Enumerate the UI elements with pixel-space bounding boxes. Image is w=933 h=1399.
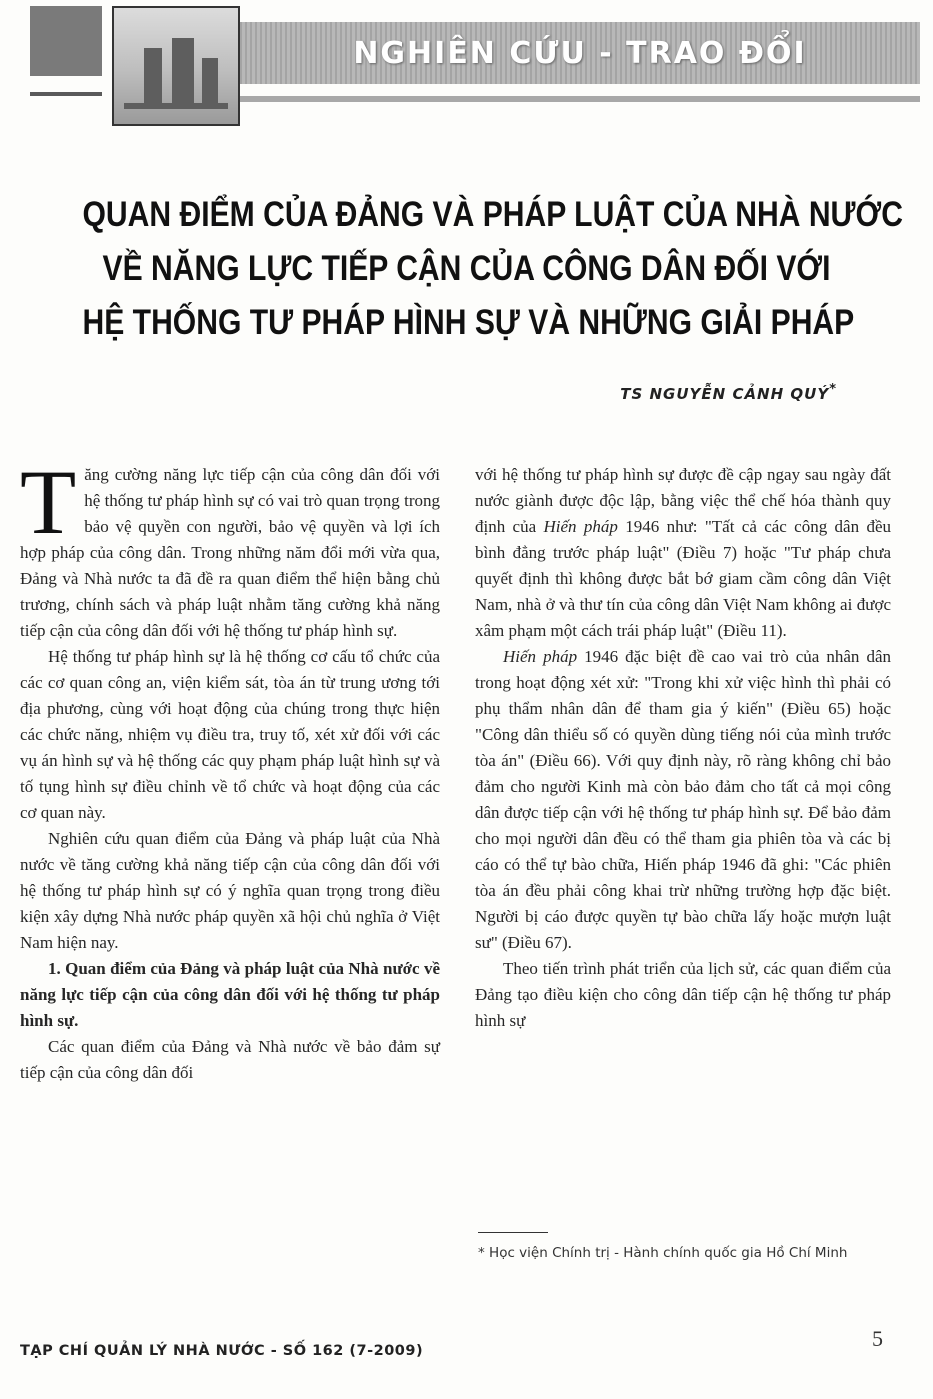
title-line-1: QUAN ĐIỂM CỦA ĐẢNG VÀ PHÁP LUẬT CỦA NHÀ NƯỚC (82, 195, 903, 234)
emphasis: Hiến pháp (543, 517, 618, 536)
emphasis: Hiến pháp (503, 647, 578, 666)
paragraph-intro-text: ăng cường năng lực tiếp cận của công dân đối với hệ thống tư pháp hình sự có vai trò quan trọng trong bảo vệ quyền con người, bảo vệ quyền và lợi ích hợp pháp của công dân. Trong những năm đổi mới vừa qua, Đảng và Nhà nước ta đã đề ra quan điểm thể hiện bằng chủ trương, chính sách và pháp luật nhằm tăng cường khả năng tiếp cận của công dân đối với hệ thống tư pháp hình sự. (20, 465, 440, 640)
section-label: NGHIÊN CỨU - TRAO ĐỔI (353, 35, 807, 71)
header-dark-block (30, 6, 102, 76)
section-heading: 1. Quan điểm của Đảng và pháp luật của Nhà nước về năng lực tiếp cận của công dân đối với hệ thống tư pháp hình sự. (20, 959, 440, 1030)
paragraph: Theo tiến trình phát triển của lịch sử, các quan điểm của Đảng tạo điều kiện cho công dân tiếp cận hệ thống tư pháp hình sự (475, 959, 891, 1030)
footnote (478, 1240, 898, 1266)
section-banner (240, 22, 920, 84)
header-rule-left (30, 92, 102, 96)
drop-cap: T (20, 451, 77, 553)
left-column (20, 451, 440, 1086)
footnote-rule (478, 1232, 548, 1233)
paragraph (475, 644, 891, 956)
page-number: 5 (872, 1326, 883, 1351)
journal-footer: TẠP CHÍ QUẢN LÝ NHÀ NƯỚC - SỐ 162 (7-2009) (20, 1343, 424, 1359)
author-footnote-mark: * (829, 382, 837, 397)
author-name: TS NGUYỄN CẢNH QUÝ (620, 385, 830, 403)
text-run: với hệ thống tư pháp hình sự được đề cập ngay sau ngày đất nước giành được độc lập, bằng việc thể chế hóa thành quy định của (475, 465, 891, 536)
author-byline (620, 382, 837, 403)
header-rule-right (240, 96, 920, 102)
title-line-3: HỆ THỐNG TƯ PHÁP HÌNH SỰ VÀ NHỮNG GIẢI PHÁP (82, 303, 855, 342)
text-run: 1946 đặc biệt đề cao vai trò của nhân dân trong hoạt động xét xử: "Trong khi xử việc hình thì phải có phụ thẩm nhân dân để tham gia ý kiến" (Điều 65) hoặc "Công dân thiểu số có quyền dùng tiếng nói của mình trước tòa án" (Điều 66). Với quy định này, rõ ràng không chỉ bảo đảm cho người Kinh mà còn bảo đảm cho tất cả mọi công dân được tiếp cận với hệ thống tư pháp hình sự. Để bảo đảm cho mọi người dân đều có thể tham gia phiên tòa và các bị cáo có thể tự bào chữa, Hiến pháp 1946 đã ghi: "Các phiên tòa án đều phải công khai trừ những trường hợp đặc biệt. Người bị cáo được quyền tự bào chữa lấy hoặc mượn luật sư" (Điều 67). (475, 647, 892, 952)
header-photo (112, 6, 240, 126)
footnote-mark: * (478, 1245, 485, 1261)
article-title (82, 188, 903, 350)
text-run: 1946 như: "Tất cả các công dân đều bình đẳng trước pháp luật" (Điều 7) hoặc "Tư pháp chưa quyết định thì không được bắt bớ giam cầm công dân Việt Nam, nhà ở và thư tín của công dân Việt Nam không ai được xâm phạm một cách trái pháp luật" (Điều 11). (475, 517, 891, 640)
paragraph: Các quan điểm của Đảng và Nhà nước về bảo đảm sự tiếp cận của công dân đối (20, 1037, 440, 1082)
footnote-text: Học viện Chính trị - Hành chính quốc gia Hồ Chí Minh (489, 1245, 848, 1261)
paragraph-intro (20, 451, 440, 644)
title-line-2: VỀ NĂNG LỰC TIẾP CẬN CỦA CÔNG DÂN ĐỐI VỚI (102, 249, 831, 288)
paragraph: Nghiên cứu quan điểm của Đảng và pháp luật của Nhà nước về tăng cường khả năng tiếp cận của công dân đối với hệ thống tư pháp hình sự có ý nghĩa quan trọng trong điều kiện xây dựng Nhà nước pháp quyền xã hội chủ nghĩa ở Việt Nam hiện nay. (20, 829, 440, 952)
paragraph (475, 462, 891, 644)
right-column (475, 462, 891, 1034)
paragraph: Hệ thống tư pháp hình sự là hệ thống cơ cấu tổ chức của các cơ quan công an, viện kiểm sát, tòa án từ trung ương tới địa phương, cùng với hoạt động của chúng trong thực hiện các chức năng, nhiệm vụ điều tra, truy tố, xét xử đối với các vụ án hình sự và hệ thống các quy phạm pháp luật hình sự và tố tụng hình sự điều chỉnh về tổ chức và hoạt động của các cơ quan này. (20, 647, 440, 822)
